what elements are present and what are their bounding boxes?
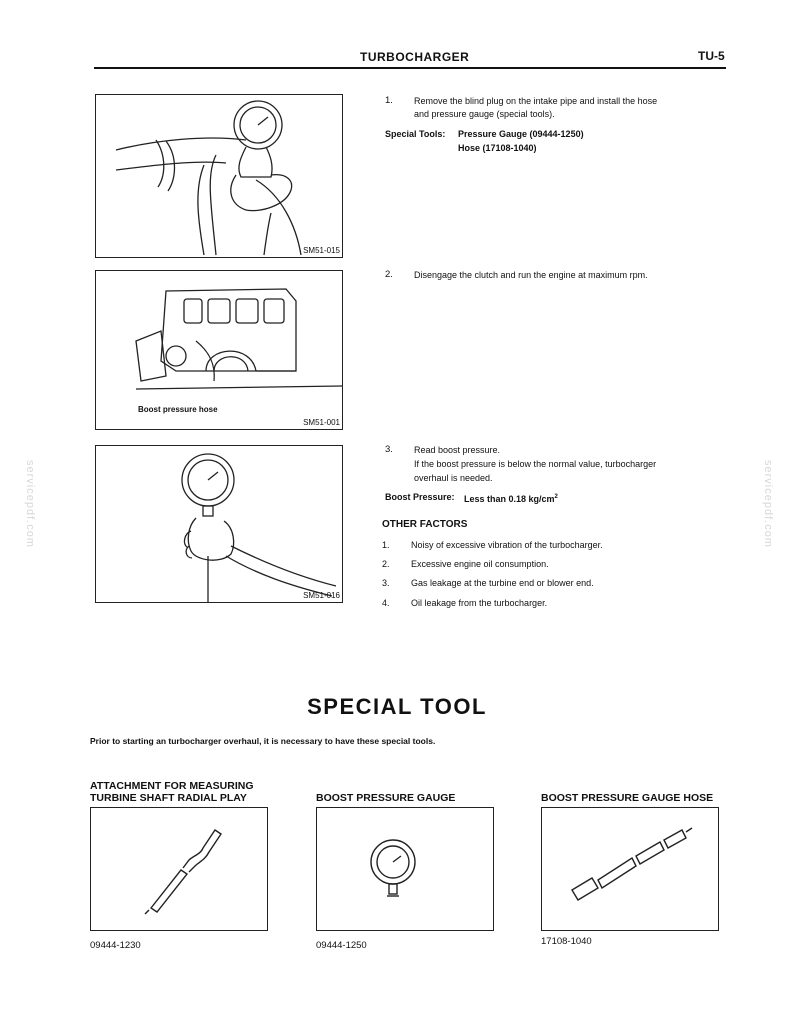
factor-text: Oil leakage from the turbocharger. [411, 598, 548, 608]
figure-code: SM51-016 [303, 591, 340, 600]
factor-text: Excessive engine oil consumption. [411, 559, 549, 569]
other-factors-title: OTHER FACTORS [382, 519, 468, 530]
factor-number: 4. [382, 598, 390, 608]
tool-figure-gauge [316, 807, 494, 931]
step-text-line: and pressure gauge (special tools). [414, 109, 555, 119]
attachment-icon [91, 808, 267, 930]
tool-figure-hose [541, 807, 719, 931]
step-number: 2. [385, 269, 393, 280]
boost-pressure-value [464, 490, 558, 506]
factor-text: Gas leakage at the turbine end or blower end. [411, 578, 594, 588]
step-number: 3. [385, 444, 393, 455]
step-text-line: Read boost pressure. [414, 445, 501, 455]
step-text-line: overhaul is needed. [414, 473, 493, 483]
pressure-gauge-icon [317, 808, 493, 930]
gauge-hose-icon [542, 808, 718, 930]
tool-title-line: BOOST PRESSURE GAUGE HOSE [541, 792, 714, 804]
tool-figure-attachment [90, 807, 268, 931]
factor-number: 1. [382, 540, 390, 550]
boost-pressure-unit-exponent: 2 [554, 494, 558, 500]
page-number: TU-5 [698, 49, 725, 63]
figure-code: SM51-015 [303, 246, 340, 255]
special-tool-intro: Prior to starting an turbocharger overhaul, it is necessary to have these special tools. [90, 736, 436, 746]
factor-text: Noisy of excessive vibration of the turbocharger. [411, 540, 603, 550]
special-tools-label: Special Tools: [385, 129, 446, 139]
tool-title-line: BOOST PRESSURE GAUGE [316, 792, 456, 804]
step-text-line: If the boost pressure is below the normal value, turbocharger [414, 459, 657, 469]
figure-gauge-read [95, 445, 343, 603]
special-tools-gauge: Pressure Gauge (09444-1250) [458, 129, 584, 139]
step-text-line: Remove the blind plug on the intake pipe and install the hose [414, 96, 658, 106]
figure-label: Boost pressure hose [138, 405, 218, 414]
page-header-title: TURBOCHARGER [360, 50, 470, 64]
step-text-line: Disengage the clutch and run the engine at maximum rpm. [414, 270, 648, 280]
header-rule [94, 67, 726, 69]
gauge-read-illustration [96, 446, 342, 602]
tool-title-line: TURBINE SHAFT RADIAL PLAY [90, 792, 247, 804]
special-tools-hose: Hose (17108-1040) [458, 143, 537, 153]
figure-gauge-install [95, 94, 343, 258]
tool-code: 09444-1250 [316, 940, 367, 951]
vehicle-illustration [96, 271, 342, 429]
factor-number: 2. [382, 559, 390, 569]
figure-vehicle [95, 270, 343, 430]
special-tool-heading: SPECIAL TOOL [307, 694, 487, 719]
boost-pressure-number: Less than 0.18 kg/cm [464, 494, 555, 504]
watermark-right: servicepdf.com [762, 460, 774, 548]
step-number: 1. [385, 95, 393, 106]
gauge-install-illustration [96, 95, 342, 257]
watermark-left: servicepdf.com [24, 460, 36, 548]
figure-code: SM51-001 [303, 418, 340, 427]
factor-number: 3. [382, 578, 390, 588]
boost-pressure-label: Boost Pressure: [385, 492, 455, 502]
tool-code: 17108-1040 [541, 936, 592, 947]
tool-title-line: ATTACHMENT FOR MEASURING [90, 780, 254, 792]
tool-code: 09444-1230 [90, 940, 141, 951]
